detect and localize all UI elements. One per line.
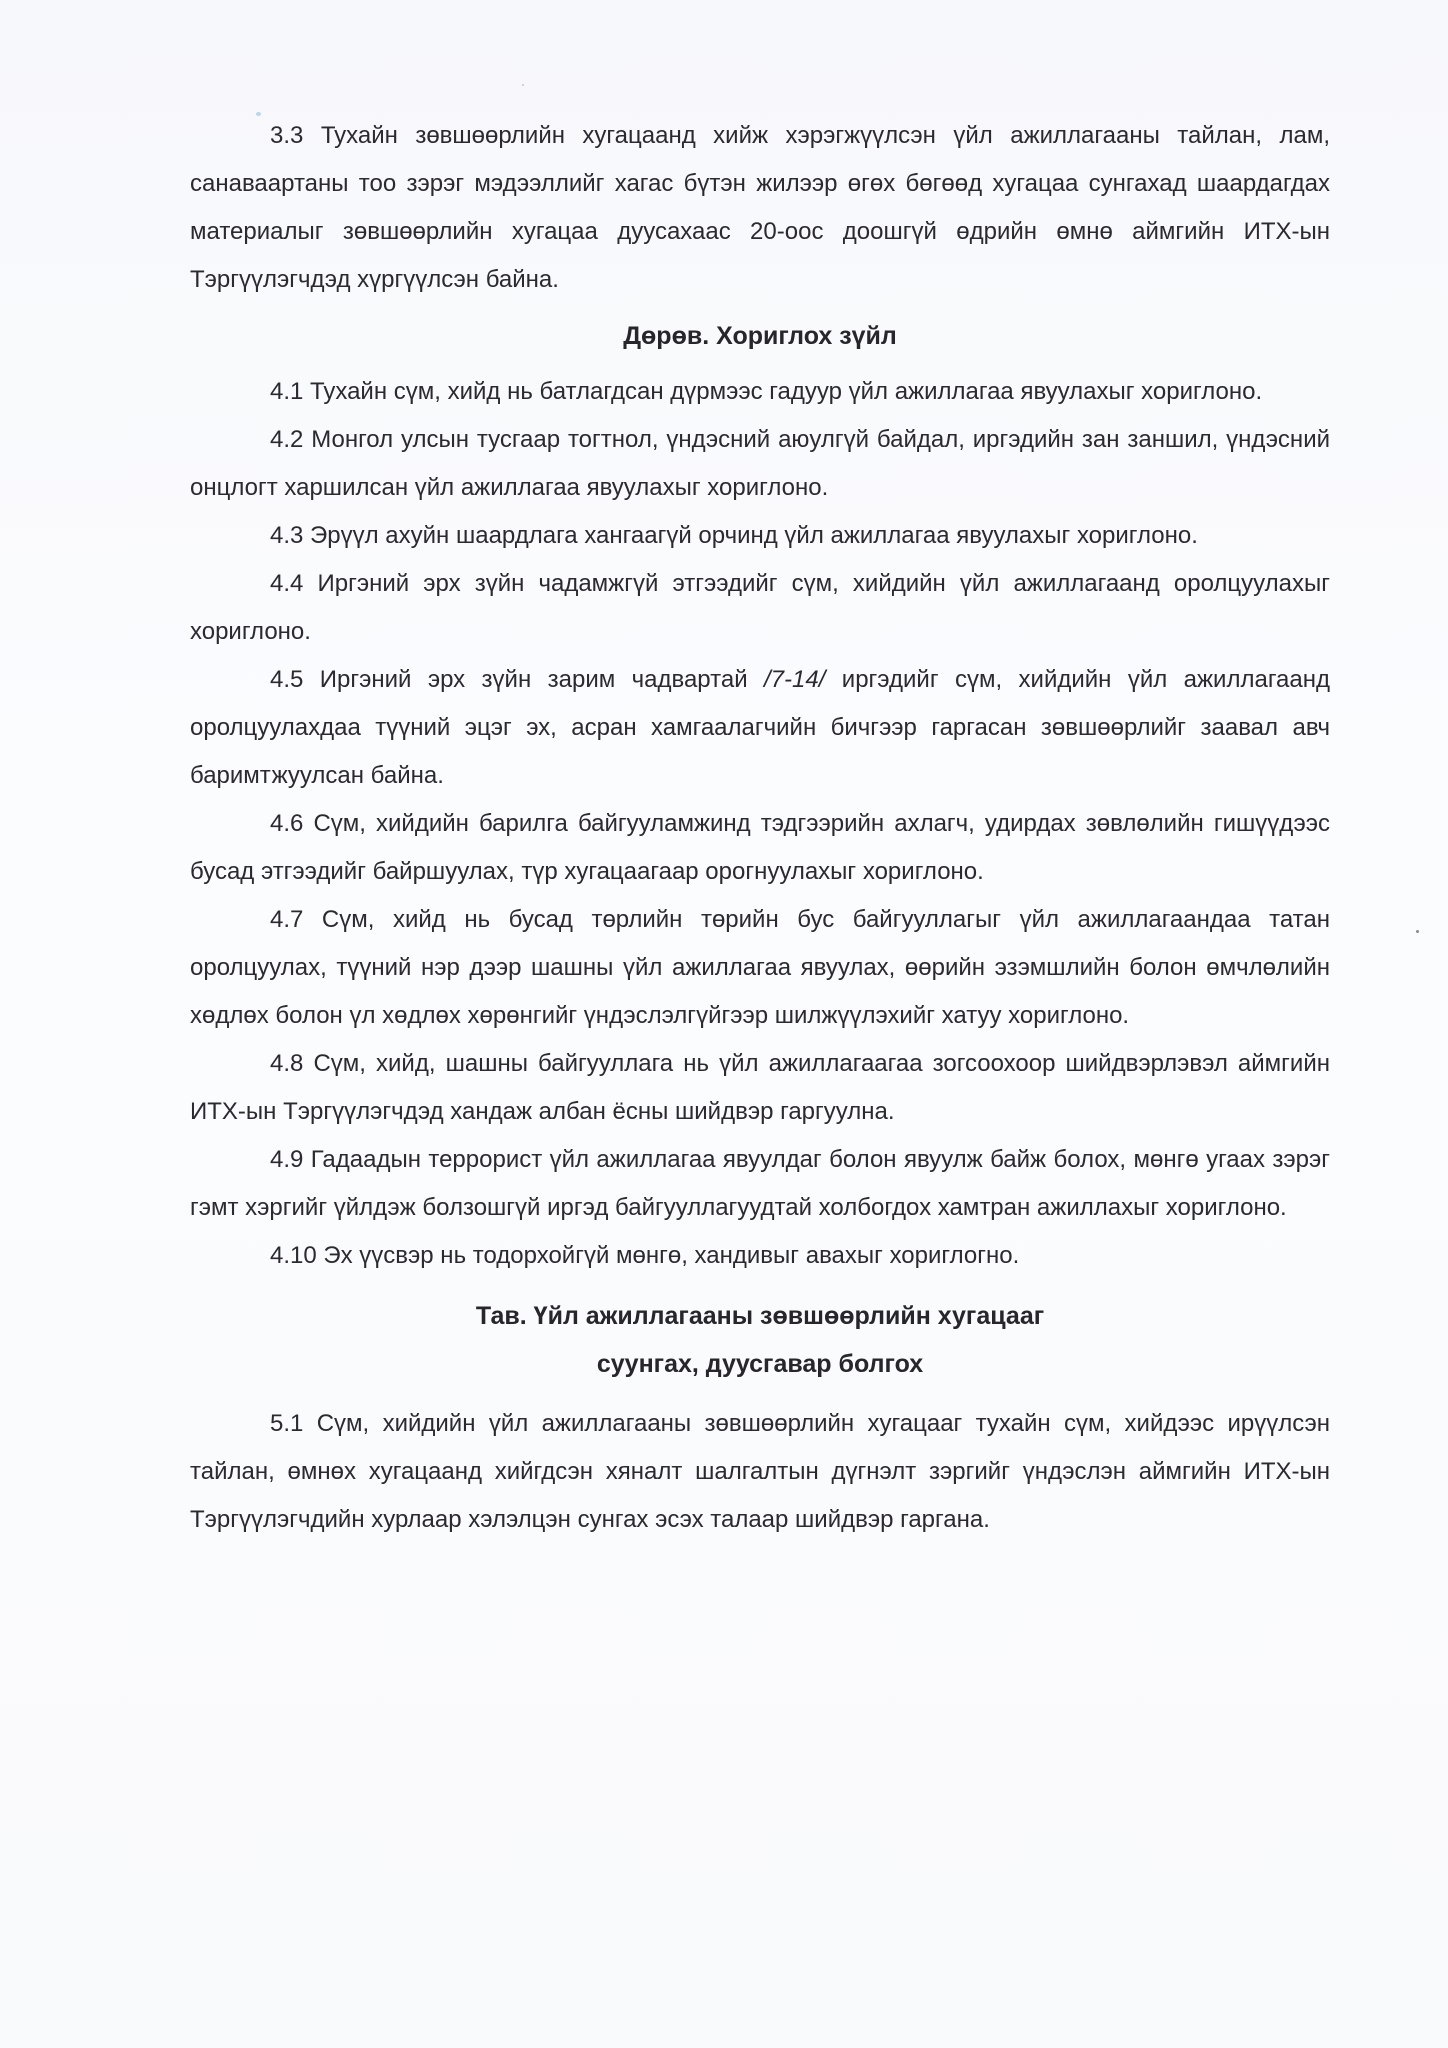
paragraph-4-5-lead: 4.5 Иргэний эрх зүйн зарим чадвартай <box>270 666 765 693</box>
paragraph-4-10: 4.10 Эх үүсвэр нь тодорхойгүй мөнгө, хандивыг авахыг хориглогно. <box>270 1242 1020 1269</box>
scan-speck <box>1416 930 1419 933</box>
document-body <box>190 112 1330 1544</box>
paragraph-4-5 <box>190 656 1330 800</box>
section-5-heading-line-2: суунгах, дуусгавар болгох <box>596 1350 924 1378</box>
paragraph-4-5-rest: иргэдийг сүм, хийдийн үйл ажиллагаанд оролцуулахдаа түүний эцэг эх, асран хамгаалагчийн бичгээр гаргасан зөвшөөрлийг заавал авч баримтжуулсан байна. <box>190 666 1330 789</box>
section-5-heading-line-1: Тав. Үйл ажиллагааны зөвшөөрлийн хугацааг <box>475 1302 1045 1330</box>
section-4-heading: Дөрөв. Хориглох зүйл <box>623 322 897 350</box>
paragraph-5-1: 5.1 Сүм, хийдийн үйл ажиллагааны зөвшөөрлийн хугацааг тухайн сүм, хийдээс ирүүлсэн тайлан, өмнөх хугацаанд хийгдсэн хяналт шалгалтын дүгнэлт зэргийг үндэслэн аймгийн ИТХ-ын Тэргүүлэгчдийн хурлаар хэлэлцэн сунгах эсэх талаар шийдвэр гаргана. <box>190 1410 1330 1533</box>
paragraph-4-1: 4.1 Тухайн сүм, хийд нь батлагдсан дүрмээс гадуур үйл ажиллагаа явуулахыг хориглоно. <box>270 378 1263 405</box>
paragraph-3-3: 3.3 Тухайн зөвшөөрлийн хугацаанд хийж хэрэгжүүлсэн үйл ажиллагааны тайлан, лам, санаваартаны тоо зэрэг мэдээллийг хагас бүтэн жилээр өгөх бөгөөд хугацаа сунгахад шаардагдах материалыг зөвшөөрлийн хугацаа дуусахаас 20-оос доошгүй өдрийн өмнө аймгийн ИТХ-ын Тэргүүлэгчдэд хүргүүлсэн байна. <box>190 122 1330 293</box>
paragraph-4-3: 4.3 Эрүүл ахуйн шаардлага хангаагүй орчинд үйл ажиллагаа явуулахыг хориглоно. <box>270 522 1198 549</box>
scan-speck <box>522 84 524 86</box>
paragraph-4-4: 4.4 Иргэний эрх зүйн чадамжгүй этгээдийг сүм, хийдийн үйл ажиллагаанд оролцуулахыг хориглоно. <box>190 570 1330 645</box>
paragraph-4-2: 4.2 Монгол улсын тусгаар тогтнол, үндэсний аюулгүй байдал, иргэдийн зан заншил, үндэсний онцлогт харшилсан үйл ажиллагаа явуулахыг хориглоно. <box>190 426 1330 501</box>
paragraph-4-8: 4.8 Сүм, хийд, шашны байгууллага нь үйл ажиллагаагаа зогсоохоор шийдвэрлэвэл аймгийн ИТХ-ын Тэргүүлэгчдэд хандаж албан ёсны шийдвэр гаргуулна. <box>190 1050 1330 1125</box>
paragraph-4-9: 4.9 Гадаадын террорист үйл ажиллагаа явуулдаг болон явуулж байж болох, мөнгө угаах зэрэг гэмт хэргийг үйлдэж болзошгүй иргэд байгууллагуудтай холбогдох хамтран ажиллахыг хориглоно. <box>190 1146 1330 1221</box>
age-range: /7-14/ <box>764 666 826 693</box>
paragraph-4-6: 4.6 Сүм, хийдийн барилга байгууламжинд тэдгээрийн ахлагч, удирдах зөвлөлийн гишүүдээс бусад этгээдийг байршуулах, түр хугацаагаар орогнуулахыг хориглоно. <box>190 810 1330 885</box>
paragraph-4-7: 4.7 Сүм, хийд нь бусад төрлийн төрийн бус байгууллагыг үйл ажиллагаандаа татан оролцуулах, түүний нэр дээр шашны үйл ажиллагаа явуулах, өөрийн эзэмшлийн болон өмчлөлийн хөдлөх болон үл хөдлөх хөрөнгийг үндэслэлгүйгээр шилжүүлэхийг хатуу хориглоно. <box>190 906 1330 1029</box>
